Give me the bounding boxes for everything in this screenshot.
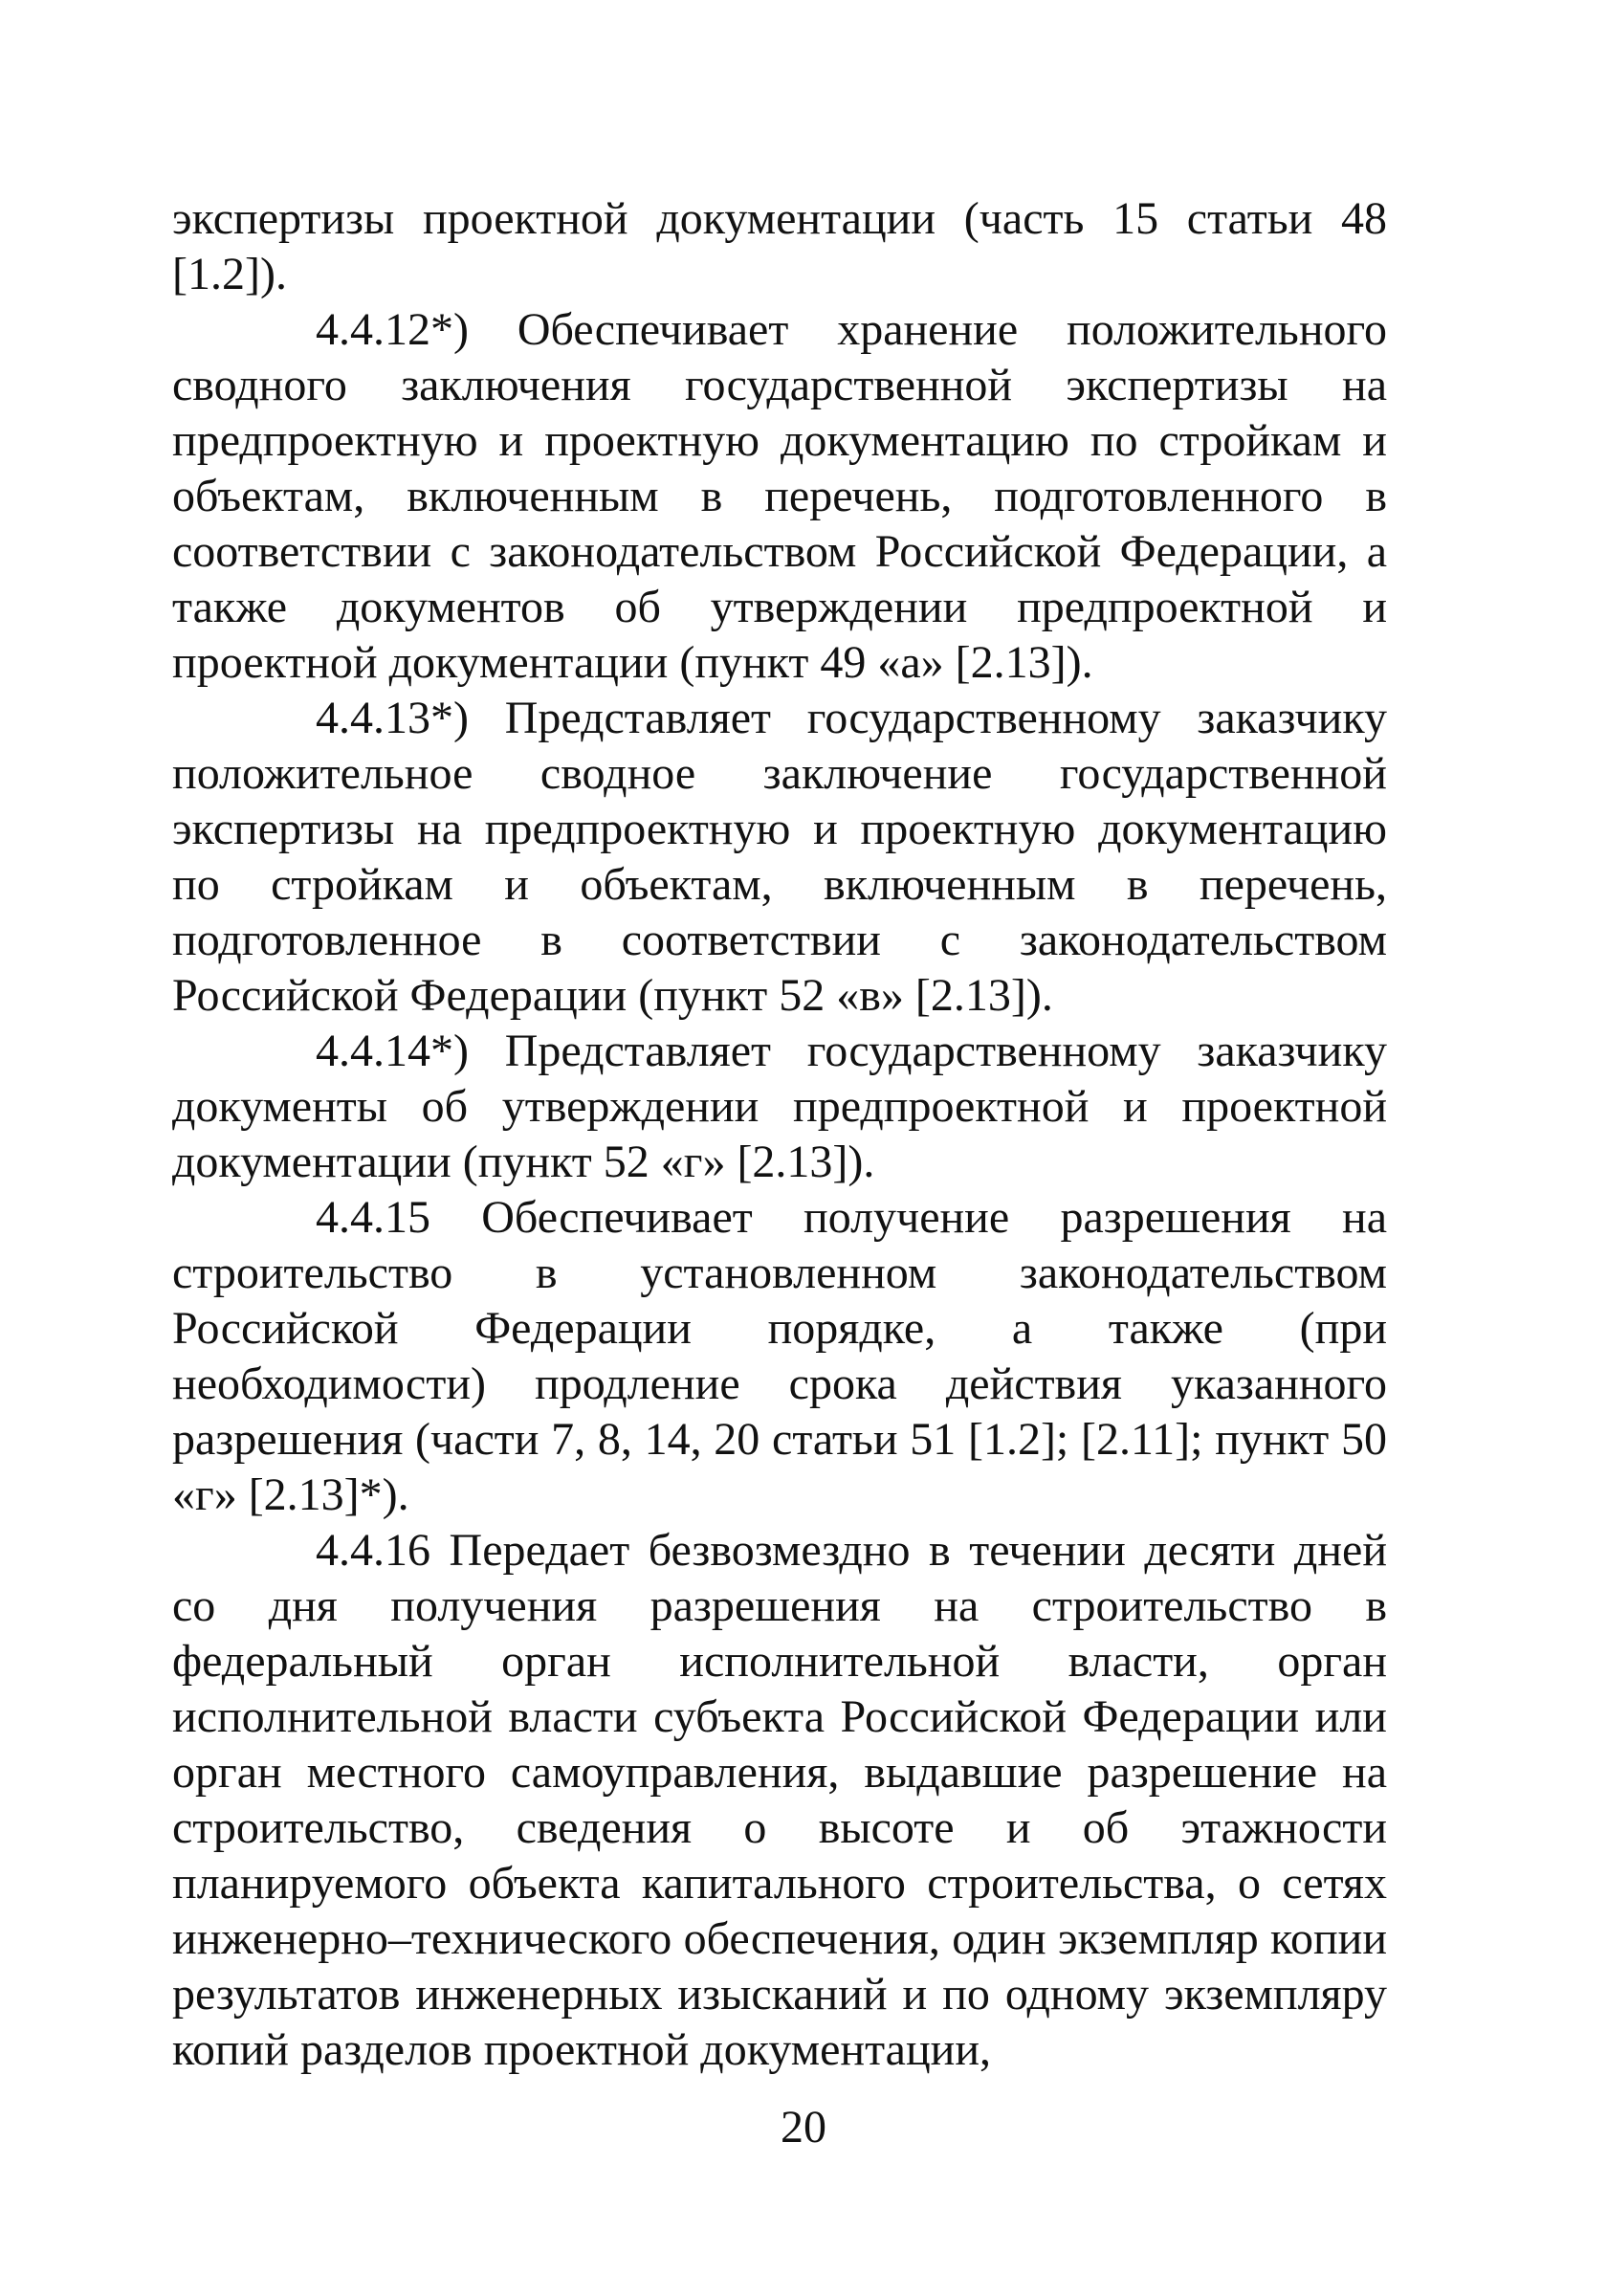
paragraph-4-4-16: 4.4.16 Передает безвозмездно в течении десяти дней со дня получения разрешения на строительство в федеральный орган исполнительной власти, орган исполнительной власти субъекта Российской Федерации или орган местного самоуправления, выдавшие разрешение на строительство, сведения о высоте и об этажности планируемого объекта капитального строительства, о сетях инженерно–технического обеспечения, один экземпляр копии результатов инженерных изысканий и по одному экземпляру копий разделов проектной документации, xyxy=(172,1525,1387,2075)
paragraph-4-4-15: 4.4.15 Обеспечивает получение разрешения на строительство в установленном законодательством Российской Федерации порядке, а также (при необходимости) продление срока действия указанного разрешения (части 7, 8, 14, 20 статьи 51 [1.2]; [2.11]; пункт 50 «г» [2.13]*). xyxy=(172,1192,1387,1520)
body-text xyxy=(172,191,1387,2078)
page-number: 20 xyxy=(781,2102,826,2152)
paragraph-4-4-13: 4.4.13*) Представляет государственному заказчику положительное сводное заключение государственной экспертизы на предпроектную и проектную документацию по стройкам и объектам, включенным в перечень, подготовленное в соответствии с законодательством Российской Федерации (пункт 52 «в» [2.13]). xyxy=(172,693,1387,1021)
paragraph-4-4-14: 4.4.14*) Представляет государственному заказчику документы об утверждении предпроектной и проектной документации (пункт 52 «г» [2.13]). xyxy=(172,1026,1387,1187)
paragraph-4-4-12: 4.4.12*) Обеспечивает хранение положительного сводного заключения государственной экспертизы на предпроектную и проектную документацию по стройкам и объектам, включенным в перечень, подготовленного в соответствии с законодательством Российской Федерации, а также документов об утверждении предпроектной и проектной документации (пункт 49 «а» [2.13]). xyxy=(172,304,1387,688)
paragraph-continuation: экспертизы проектной документации (часть 15 статьи 48 [1.2]). xyxy=(172,193,1387,299)
